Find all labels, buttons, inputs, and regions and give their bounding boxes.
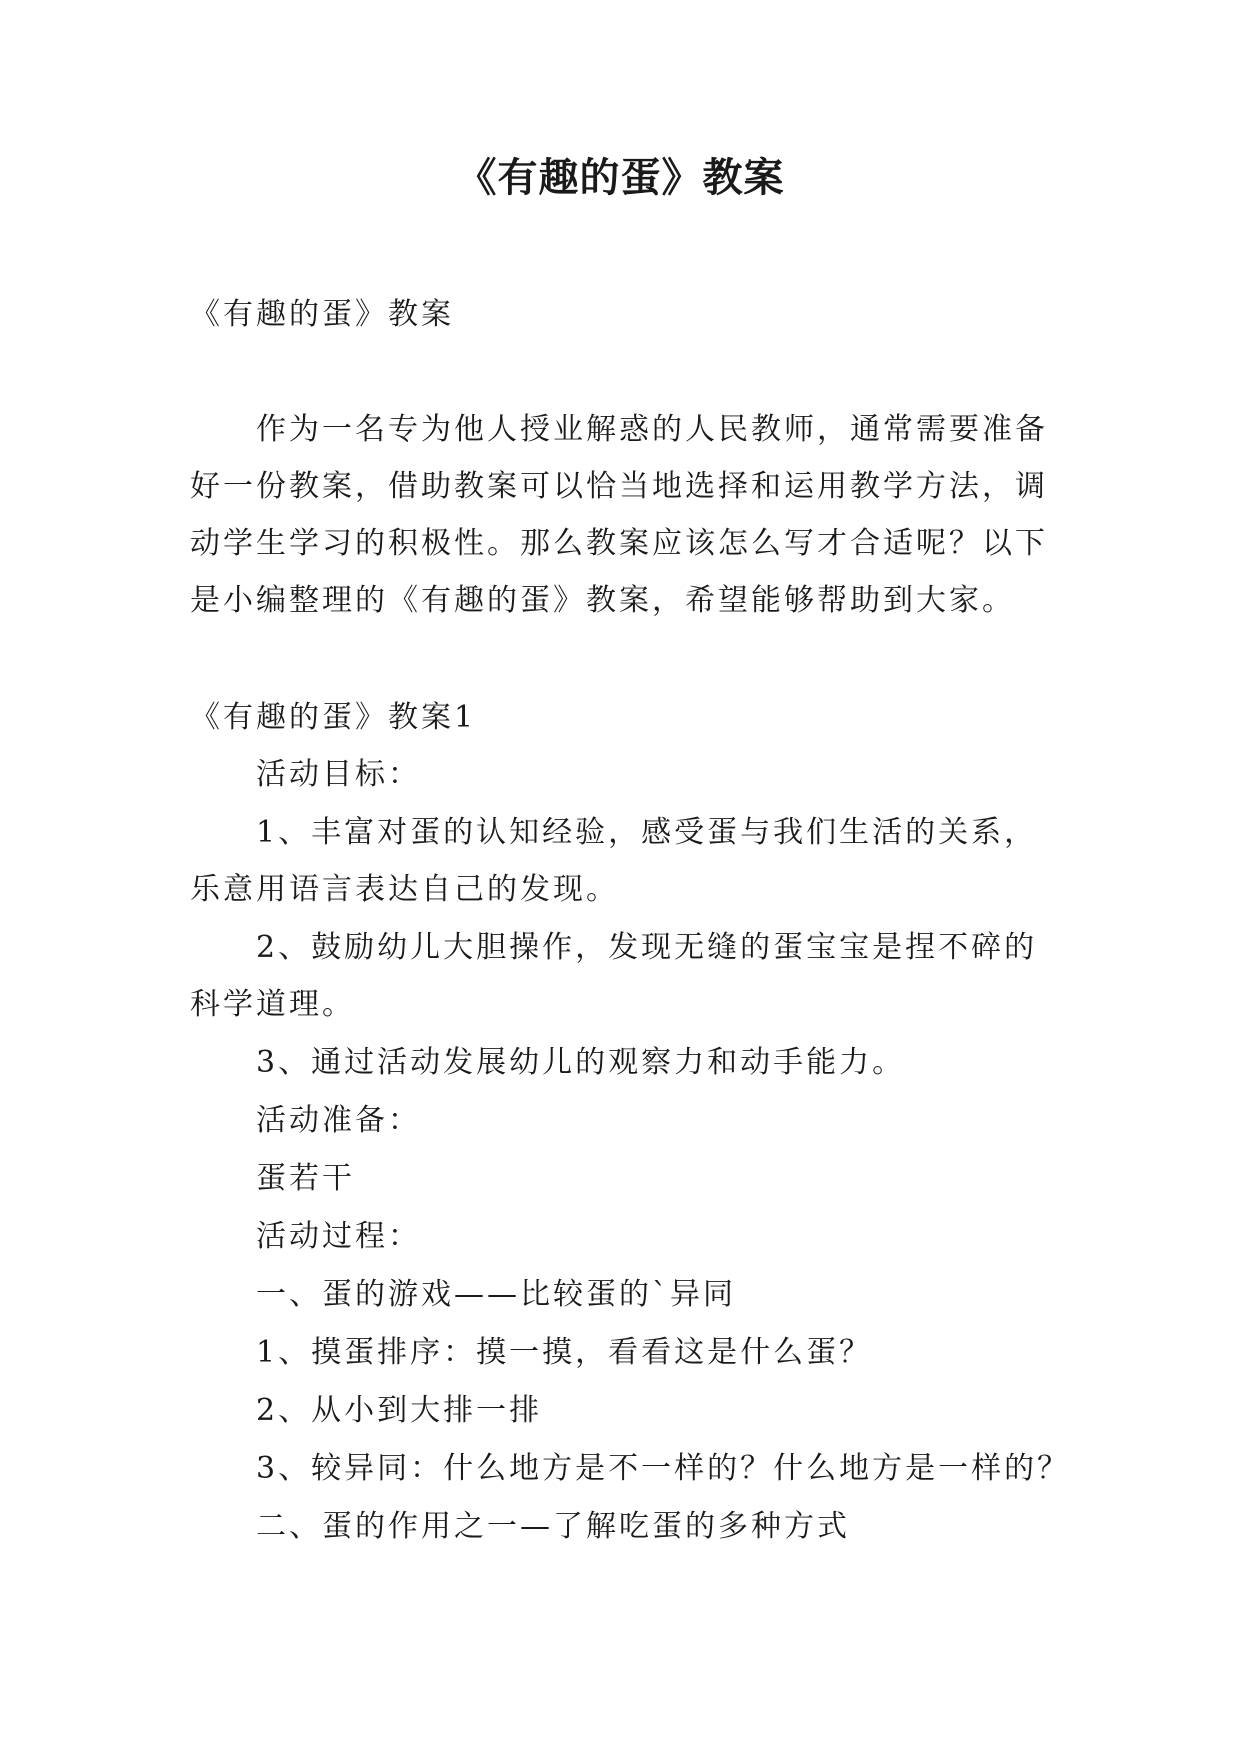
body-line: 蛋若干 bbox=[256, 1161, 355, 1196]
body-line: 3、通过活动发展幼儿的观察力和动手能力。 bbox=[256, 1045, 906, 1080]
body-line: 2、从小到大排一排 bbox=[256, 1393, 543, 1428]
body-line: 科学道理。 bbox=[190, 987, 355, 1022]
section-heading: 《有趣的蛋》教案1 bbox=[190, 700, 477, 735]
body-line: 二、蛋的作用之一—了解吃蛋的多种方式 bbox=[256, 1509, 850, 1544]
body-line: 1、丰富对蛋的认知经验，感受蛋与我们生活的关系， bbox=[256, 815, 1038, 850]
document-title: 《有趣的蛋》教案 bbox=[456, 154, 785, 201]
body-line: 乐意用语言表达自己的发现。 bbox=[190, 872, 619, 907]
body-line: 3、较异同：什么地方是不一样的？什么地方是一样的？ bbox=[256, 1451, 1071, 1486]
body-line: 活动过程： bbox=[256, 1219, 421, 1254]
intro-line: 好一份教案，借助教案可以恰当地选择和运用教学方法，调 bbox=[190, 469, 1048, 504]
intro-line: 作为一名专为他人授业解惑的人民教师，通常需要准备 bbox=[256, 412, 1048, 447]
intro-line: 是小编整理的《有趣的蛋》教案，希望能够帮助到大家。 bbox=[190, 583, 1015, 618]
body-line: 2、鼓励幼儿大胆操作，发现无缝的蛋宝宝是捏不碎的 bbox=[256, 930, 1038, 965]
body-line: 活动准备： bbox=[256, 1103, 421, 1138]
body-line: 一、蛋的游戏——比较蛋的`异同 bbox=[256, 1277, 736, 1312]
intro-line: 动学生学习的积极性。那么教案应该怎么写才合适呢？以下 bbox=[190, 526, 1048, 561]
body-line: 1、摸蛋排序：摸一摸，看看这是什么蛋？ bbox=[256, 1335, 873, 1370]
document-subtitle: 《有趣的蛋》教案 bbox=[190, 297, 454, 332]
body-line: 活动目标： bbox=[256, 757, 421, 792]
